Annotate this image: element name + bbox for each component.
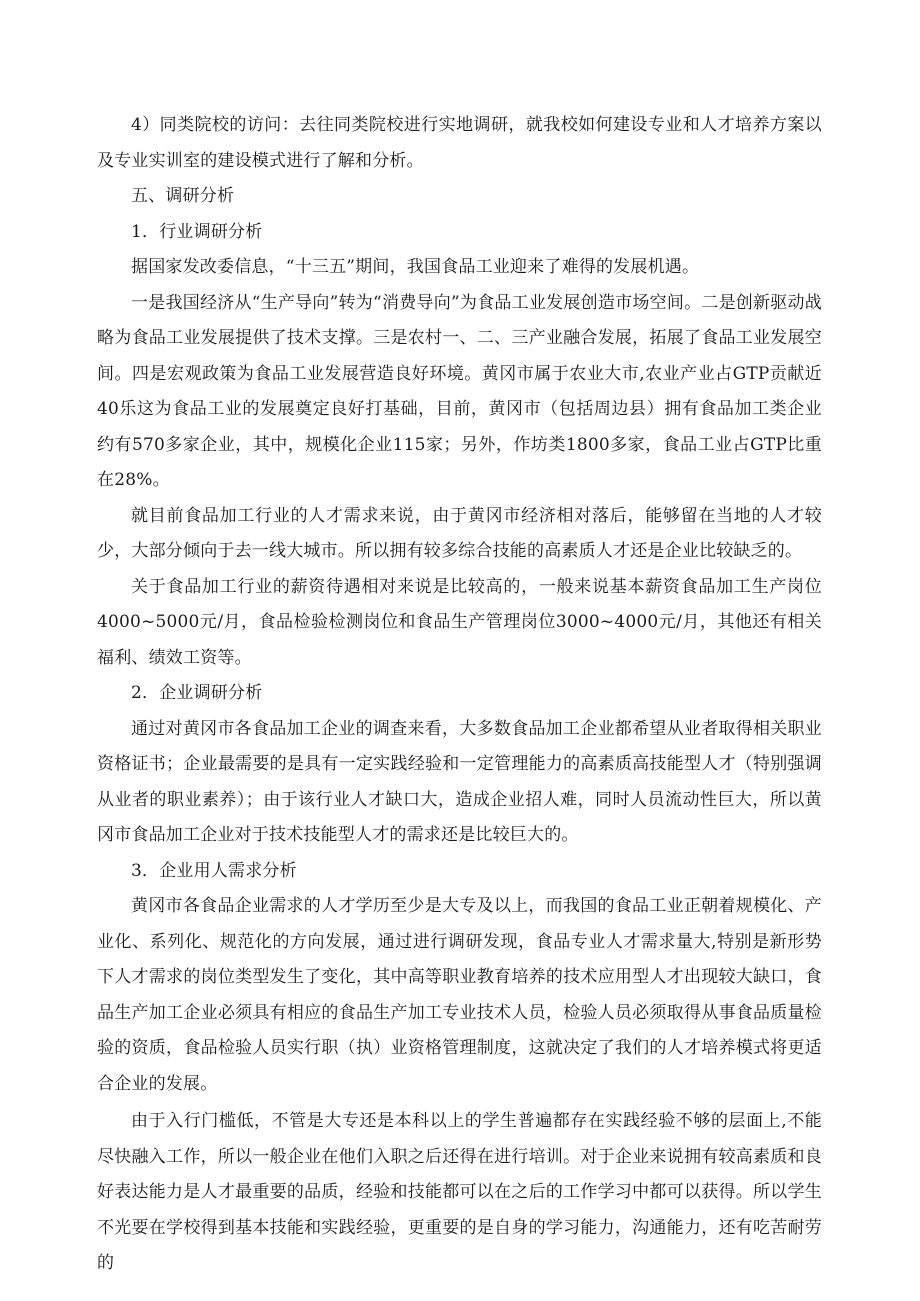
paragraph-school-visit: 4）同类院校的访问：去往同类院校进行实地调研，就我校如何建设专业和人才培养方案以及专业实训室的建设模式进行了解和分析。	[97, 115, 822, 171]
paragraph-salary: 关于食品加工行业的薪资待遇相对来说是比较高的，一般来说基本薪资食品加工生产岗位4000~5000元/月，食品检验检测岗位和食品生产管理岗位3000~4000元/月，其他还有相关福利、绩效工资等。	[97, 576, 822, 668]
paragraph-talent-demand: 就目前食品加工行业的人才需求来说，由于黄冈市经济相对落后，能够留在当地的人才较少，大部分倾向于去一线大城市。所以拥有较多综合技能的高素质人才还是企业比较缺乏的。	[97, 505, 822, 561]
subheading-industry-analysis: 1．行业调研分析	[131, 221, 263, 242]
paragraph-education-requirement: 黄冈市各食品企业需求的人才学历至少是大专及以上，而我国的食品工业正朝着规模化、产业化、系列化、规范化的方向发展，通过进行调研发现，食品专业人才需求量大,特别是新形势下人才需求的岗位类型发生了变化，其中高等职业教育培养的技术应用型人才出现较大缺口，食品生产加工企业必须具有相应的食品生产加工专业技术人员，检验人员必须取得从事食品质量检验的资质，食品检验人员实行职（执）业资格管理制度，这就决定了我们的人才培养模式将更适合企业的发展。	[97, 896, 822, 1094]
section-heading-research-analysis: 五、调研分析	[131, 186, 235, 206]
paragraph-ndrc-info: 据国家发改委信息，“十三五”期间，我国食品工业迎来了难得的发展机遇。	[131, 257, 700, 277]
paragraph-industry-drivers: 一是我国经济从“生产导向”转为“消费导向”为食品工业发展创造市场空间。二是创新驱动战略为食品工业发展提供了技术支撑。三是农村一、二、三产业融合发展，拓展了食品工业发展空间。四是宏观政策为食品工业发展营造良好环境。黄冈市属于农业大市,农业产业占GTP贡献近40乐这为食品工业的发展奠定良好打基础，目前，黄冈市（包括周边县）拥有食品加工类企业约有570多家企业，其中，规模化企业115家；另外，作坊类1800多家，食品工业占GTP比重在28%。	[97, 292, 822, 490]
paragraph-entry-threshold: 由于入行门槛低，不管是大专还是本科以上的学生普遍都存在实践经验不够的层面上,不能尽快融入工作，所以一般企业在他们入职之后还得在进行培训。对于企业来说拥有较高素质和良好表达能力是人才最重要的品质，经验和技能都可以在之后的工作学习中都可以获得。所以学生不光要在学校得到基本技能和实践经验，更重要的是自身的学习能力，沟通能力，还有吃苦耐劳的	[97, 1111, 822, 1273]
subheading-enterprise-analysis: 2．企业调研分析	[131, 683, 263, 703]
paragraph-enterprise-survey: 通过对黄冈市各食品加工企业的调查来看，大多数食品加工企业都希望从业者取得相关职业资格证书；企业最需要的是具有一定实践经验和一定管理能力的高素质高技能型人才（特别强调从业者的职业素养）；由于该行业人才缺口大，造成企业招人难，同时人员流动性巨大，所以黄冈市食品加工企业对于技术技能型人才的需求还是比较巨大的。	[97, 718, 822, 845]
subheading-employment-demand: 3．企业用人需求分析	[131, 860, 297, 881]
